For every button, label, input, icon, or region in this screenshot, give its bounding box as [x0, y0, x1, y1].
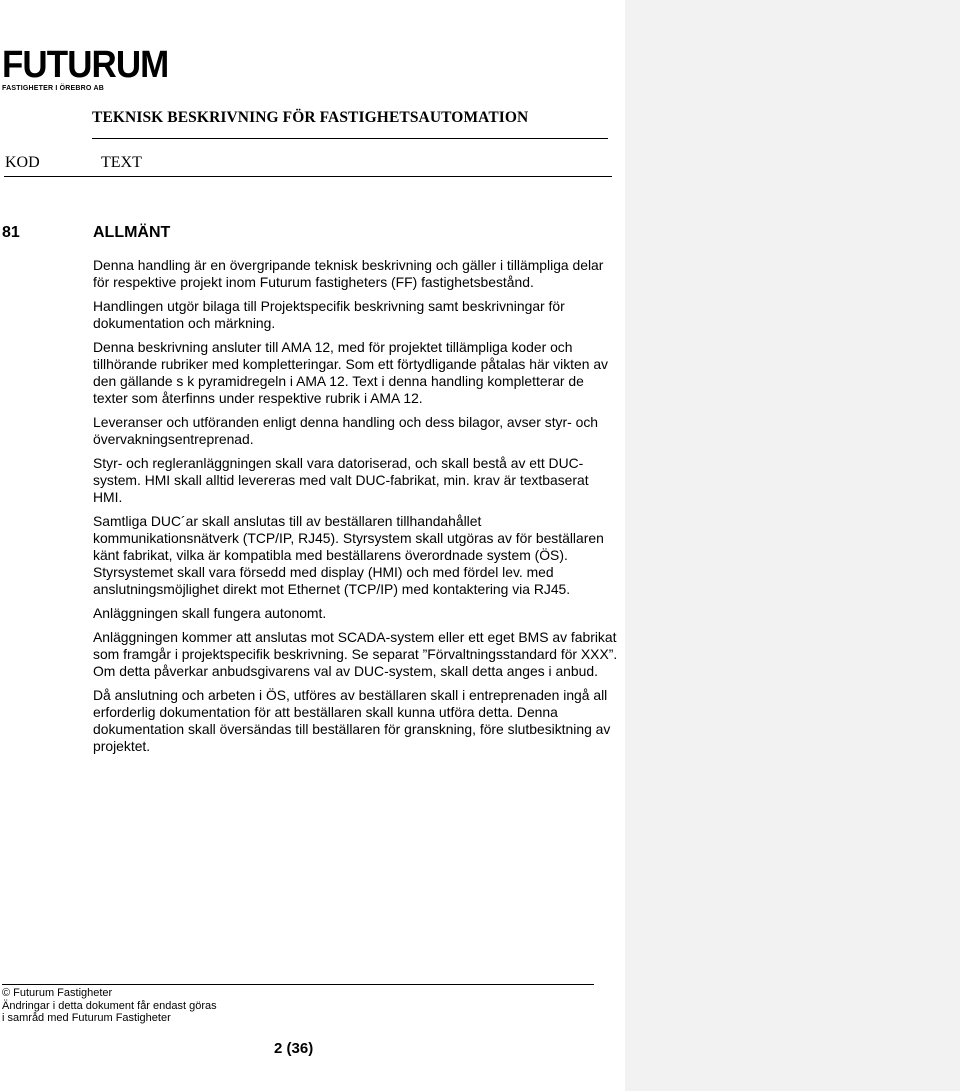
footer — [2, 987, 217, 1025]
logo-wordmark: FUTURUM — [2, 44, 169, 86]
page-number: 2 (36) — [274, 1040, 314, 1057]
paragraph: Anläggningen kommer att anslutas mot SCADA-system eller ett eget BMS av fabrikat som framgår i projektspecifik beskrivning. Se separat ”Förvaltningsstandard för XXX”. Om detta påverkar anbudsgivarens val av DUC-system, skall detta anges i anbud. — [93, 629, 618, 679]
footer-notice-line2: i samråd med Futurum Fastigheter — [2, 1012, 171, 1024]
paragraph: Samtliga DUC´ar skall anslutas till av beställaren tillhandahållet kommunikationsnätverk (TCP/IP, RJ45). Styrsystem skall utgöras av för beställaren känt fabrikat, vilka är kompatibla med beställarens överordnade system (ÖS). Styrsystemet skall vara försedd med display (HMI) och med fördel lev. med anslutningsmöjlighet direkt mot Ethernet (TCP/IP) med kontaktering via RJ45. — [93, 513, 604, 597]
document-title: TEKNISK BESKRIVNING FÖR FASTIGHETSAUTOMATION — [92, 109, 529, 126]
header-divider — [92, 138, 608, 139]
futurum-logo — [2, 46, 183, 92]
column-header-code: KOD — [5, 154, 40, 171]
column-header-text: TEXT — [101, 154, 142, 171]
section-title: ALLMÄNT — [93, 224, 171, 241]
footer-copyright: © Futurum Fastigheter — [2, 987, 113, 999]
column-header-divider — [4, 176, 612, 177]
paragraph: Denna beskrivning ansluter till AMA 12, med för projektet tillämpliga koder och tillhörande rubriker med kompletteringar. Som ett förtydligande påtalas här vikten av den gällande s k pyramidregeln i AMA 12. Text i denna handling kompletterar de texter som återfinns under respektive rubrik i AMA 12. — [93, 339, 608, 406]
paragraph: Handlingen utgör bilaga till Projektspecifik beskrivning samt beskrivningar för dokumentation och märkning. — [93, 298, 565, 331]
paragraph: Då anslutning och arbeten i ÖS, utföres av beställaren skall i entreprenaden ingå all erforderlig dokumentation för att beställaren skall kunna utföra detta. Denna dokumentation skall översändas till beställaren för granskning, före slutbesiktning av projektet. — [93, 687, 611, 754]
body-text — [93, 257, 618, 762]
paragraph: Anläggningen skall fungera autonomt. — [93, 605, 327, 621]
right-margin-panel — [625, 0, 960, 1091]
footer-notice-line1: Ändringar i detta dokument får endast göras — [2, 999, 217, 1012]
paragraph: Leveranser och utföranden enligt denna handling och dess bilagor, avser styr- och övervakningsentreprenad. — [93, 414, 599, 447]
section-number: 81 — [2, 224, 20, 241]
paragraph: Styr- och regleranläggningen skall vara datoriserad, och skall bestå av ett DUC-system. HMI skall alltid levereras med valt DUC-fabrikat, min. krav är textbaserat HMI. — [93, 455, 589, 505]
footer-divider — [2, 984, 594, 985]
paragraph: Denna handling är en övergripande teknisk beskrivning och gäller i tillämpliga delar för respektive projekt inom Futurum fastigheters (FF) fastighetsbestånd. — [93, 257, 604, 290]
logo-tagline: FASTIGHETER I ÖREBRO AB — [2, 85, 104, 92]
